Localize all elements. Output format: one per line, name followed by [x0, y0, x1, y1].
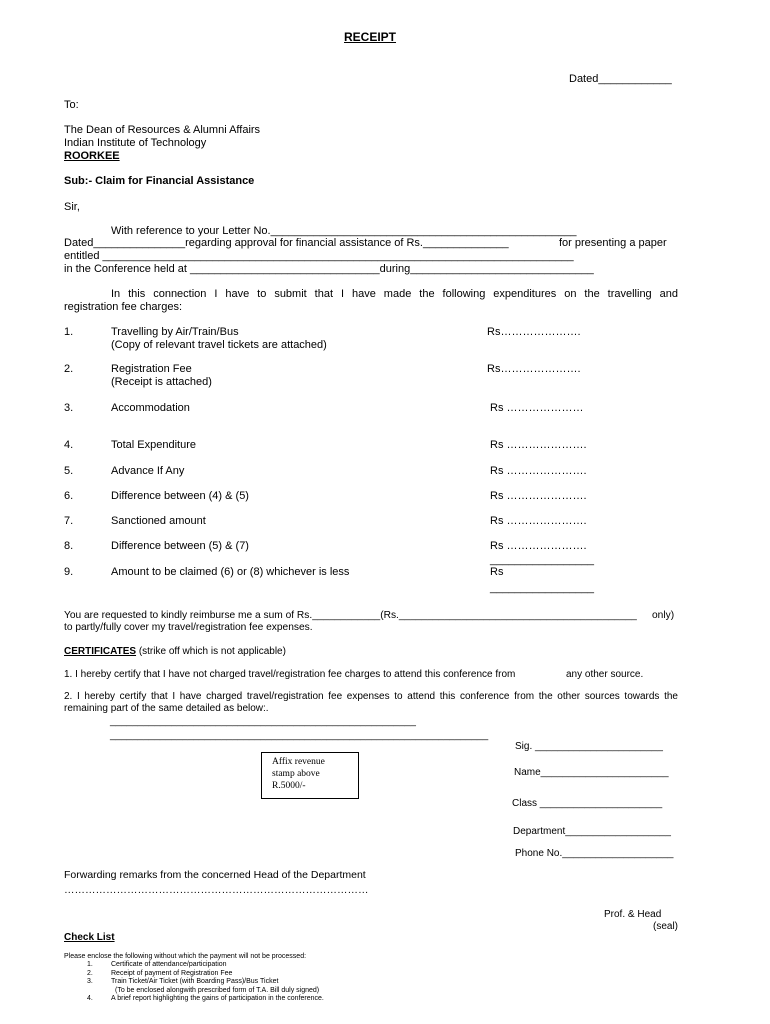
item-amount: Rs ………………….: [490, 465, 587, 477]
certificates-heading-row: [64, 645, 286, 658]
checklist-item: Receipt of payment of Registration Fee: [111, 969, 233, 977]
checklist-item-number: 4.: [87, 995, 93, 1002]
item-label: Registration Fee: [111, 363, 192, 375]
connection-line-2: registration fee charges:: [64, 301, 183, 313]
certificate-2-line-2: remaining part of the same detailed as below:.: [64, 703, 269, 714]
head-title: Prof. & Head: [604, 909, 662, 920]
item-number: 6.: [64, 490, 74, 502]
stamp-line-2: stamp above: [272, 769, 320, 779]
checklist-item: A brief report highlighting the gains of participation in the conference.: [111, 995, 324, 1002]
addressee-line-2: Indian Institute of Technology: [64, 137, 207, 149]
item-number: 4.: [64, 439, 74, 451]
reimburse-line-1-left: You are requested to kindly reimburse me a sum of Rs.____________(Rs.__________________________________________: [64, 610, 637, 621]
subject-line: Sub:- Claim for Financial Assistance: [64, 175, 255, 187]
item-amount: Rs ………………….: [490, 540, 587, 552]
item-amount: Rs………………….: [487, 326, 581, 338]
item-label: Amount to be claimed (6) or (8) whichever is less: [111, 566, 350, 578]
item-number: 1.: [64, 326, 74, 338]
item-amount: Rs …………………: [490, 402, 584, 414]
certificates-heading: CERTIFICATES: [64, 646, 137, 657]
intro-line-2-left: Dated_______________regarding approval for financial assistance of Rs.______________: [64, 237, 509, 249]
certificate-1-left: 1. I hereby certify that I have not charged travel/registration fee charges to attend this conference from: [64, 669, 516, 680]
checklist-item-number: 1.: [87, 961, 93, 968]
certificate-2-blank-2: ____________________________________________________________________: [110, 730, 489, 741]
item-label: Total Expenditure: [111, 439, 196, 451]
total-rule-above: _________________: [490, 554, 595, 566]
to-label: To:: [64, 99, 79, 111]
item-number: 9.: [64, 566, 74, 578]
addressee-city: ROORKEE: [64, 150, 120, 162]
item-number: 5.: [64, 465, 74, 477]
item-label: Difference between (5) & (7): [111, 540, 249, 552]
reimburse-line-1-right: only): [652, 610, 675, 621]
addressee-line-1: The Dean of Resources & Alumni Affairs: [64, 124, 261, 136]
certificates-note: (strike off which is not applicable): [136, 646, 286, 657]
item-amount: Rs: [490, 566, 504, 578]
phone-field: Phone No.____________________: [515, 848, 674, 859]
total-rule-below: _________________: [490, 582, 595, 594]
intro-line-1: With reference to your Letter No.__________________________________________________: [111, 225, 577, 237]
checklist-item-number: 2.: [87, 969, 93, 977]
head-seal: (seal): [653, 921, 679, 932]
certificate-2-blank-1: _______________________________________________________: [110, 716, 416, 727]
item-sublabel: (Receipt is attached): [111, 376, 212, 388]
item-sublabel: (Copy of relevant travel tickets are attached): [111, 339, 327, 351]
page-title: RECEIPT: [344, 30, 397, 44]
certificate-1-right: any other source.: [566, 669, 644, 680]
intro-line-2-right: for presenting a paper: [559, 237, 667, 249]
item-label: Difference between (4) & (5): [111, 490, 249, 502]
item-number: 3.: [64, 402, 74, 414]
stamp-line-3: R.5000/-: [272, 781, 306, 791]
item-number: 2.: [64, 363, 74, 375]
item-label: Advance If Any: [111, 465, 185, 477]
item-amount: Rs ………………….: [490, 439, 587, 451]
item-label: Travelling by Air/Train/Bus: [111, 326, 239, 338]
forwarding-label: Forwarding remarks from the concerned Head of the Department: [64, 869, 366, 881]
item-number: 8.: [64, 540, 74, 552]
name-field: Name_______________________: [514, 767, 669, 778]
checklist-item-number: 3.: [87, 978, 93, 985]
checklist-intro: Please enclose the following without which the payment will not be processed:: [64, 953, 307, 960]
item-amount: Rs………………….: [487, 363, 581, 375]
department-field: Department___________________: [513, 826, 671, 837]
checklist-item: Certificate of attendance/participation: [111, 961, 227, 968]
certificate-2-line-1: 2. I hereby certify that I have charged travel/registration fee expenses to attend this conference from the other sources towards the: [64, 691, 678, 702]
dated-field: Dated____________: [569, 73, 672, 85]
intro-line-4: in the Conference held at _______________________________during______________________________: [64, 263, 594, 275]
checklist-item-note: (To be enclosed alongwith prescribed form of T.A. Bill duly signed): [115, 986, 320, 994]
reimburse-line-2: to partly/fully cover my travel/registration fee expenses.: [64, 622, 313, 633]
stamp-line-1: Affix revenue: [272, 757, 325, 767]
item-amount: Rs ………………….: [490, 515, 587, 527]
checklist-item: Train Ticket/Air Ticket (with Boarding Pass)/Bus Ticket: [111, 978, 279, 985]
item-label: Sanctioned amount: [111, 515, 206, 527]
signature-field: Sig. _______________________: [515, 741, 663, 752]
item-label: Accommodation: [111, 402, 190, 414]
revenue-stamp-box: [261, 752, 359, 799]
item-number: 7.: [64, 515, 74, 527]
intro-line-3: entitled _____________________________________________________________________________: [64, 250, 574, 262]
class-field: Class ______________________: [512, 798, 663, 809]
forwarding-remarks-line: ……………………………………………………………………………: [64, 884, 369, 896]
checklist-heading: Check List: [64, 932, 115, 943]
salutation: Sir,: [64, 201, 80, 213]
connection-line-1: In this connection I have to submit that I have made the following expenditures on the travelling and: [111, 288, 678, 300]
item-amount: Rs ………………….: [490, 490, 587, 502]
